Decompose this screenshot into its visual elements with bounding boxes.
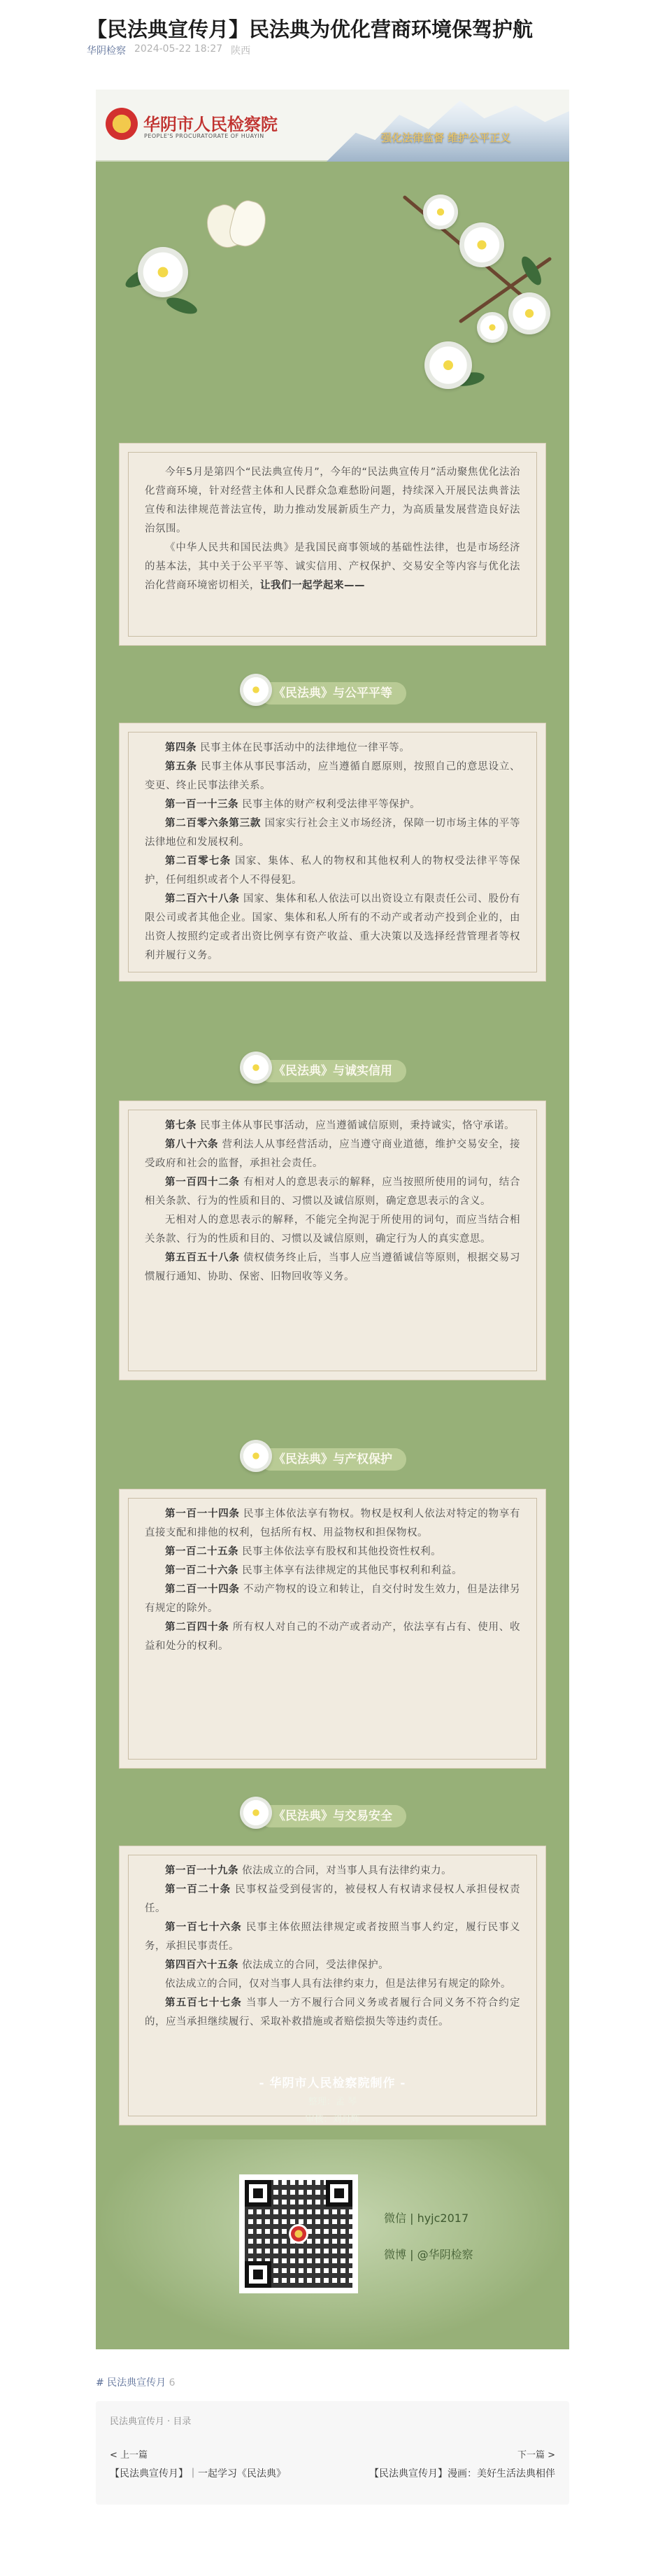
magnolia-flower-icon [477,312,508,343]
article-clause: 第二百六十八条 国家、集体和私人依法可以出资设立有限责任公司、股份有限公司或者其他企业。国家、集体和私人所有的不动产或者动产投到企业的，由出资人按照约定或者出资比例享有资产收益、重大决策以及选择经营管理者等权利并履行义务。 [145,893,521,961]
magnolia-flower-icon [240,674,272,706]
article-clause: 第一百二十六条 民事主体享有法律规定的其他民事权利和利益。 [165,1565,463,1576]
article-clause: 第五百七十七条 当事人一方不履行合同义务或者履行合同义务不符合约定的，应当承担继续履行、采取补救措施或者赔偿损失等违约责任。 [145,1997,521,2027]
article-clause: 第二百零七条 国家、集体、私人的物权和其他权利人的物权受法律平等保护，任何组织或者个人不得侵犯。 [145,856,521,886]
article-clause: 第一百二十五条 民事主体依法享有股权和其他投资性权利。 [165,1546,442,1557]
album-title[interactable]: 民法典宣传月 · 目录 [110,2416,192,2427]
magnolia-flower-icon [508,292,550,334]
section-heading-integrity [96,1052,569,1091]
publish-location: 陕西 [231,45,251,57]
article-clause: 第五条 民事主体从事民事活动，应当遵循自愿原则，按照自己的意思设立、变更、终止民事法律关系。 [145,761,520,791]
prev-title: 【民法典宣传月】｜一起学习《民法典》 [110,2468,286,2479]
leaf-icon [164,295,199,318]
weibo-contact: 微博 | @华阴检察 [384,2248,473,2261]
section-heading-transaction [96,1797,569,1836]
next-article[interactable] [369,2447,555,2480]
next-label: 下一篇 > [517,2450,555,2461]
org-name-en: PEOPLE'S PROCURATORATE OF HUAYIN [144,133,264,139]
article-title: 【民法典宣传月】民法典为优化营商环境保驾护航 [87,17,534,41]
section-heading-property [96,1440,569,1479]
section-text [145,1505,520,1656]
magnolia-flower-icon [423,194,458,229]
article-clause: 第八十六条 营利法人从事经营活动，应当遵守商业道德，维护交易安全，接受政府和社会的监督，承担社会责任。 [145,1139,521,1169]
article-clause: 第一百一十九条 依法成立的合同，对当事人具有法律约束力。 [165,1865,452,1876]
article-clause: 第四条 民事主体在民事活动中的法律地位一律平等。 [165,742,410,753]
section-text [145,1862,520,2032]
article-clause: 第一百一十四条 民事主体依法享有物权。物权是权利人依法对特定的物享有直接支配和排他的权利，包括所有权、用益物权和担保物权。 [145,1508,521,1538]
credit-reviewer: 审核：刘丹辉 [305,2114,360,2125]
article-meta [87,43,250,57]
intro-paragraph: 今年5月是第四个“民法典宣传月”，今年的“民法典宣传月”活动聚焦优化法治化营商环境，针对经营主体和人民群众急难愁盼问题，持续深入开展民法典普法宣传和法律规范普法宣传，助力推动发展新质生产力，为高质量发展营造良好法治氛围。 [145,467,520,535]
intro-box [119,443,546,646]
qr-code [239,2174,358,2293]
header-slogan: 强化法律监督 维护公平正义 [381,132,511,144]
publish-date: 2024-05-22 18:27 [134,43,223,55]
section-heading-equality [96,674,569,713]
next-title: 【民法典宣传月】漫画：美好生活法典相伴 [369,2468,555,2479]
article-clause: 第一百四十二条 有相对人的意思表示的解释，应当按照所使用的词句，结合相关条款、行为的性质和目的、习惯以及诚信原则，确定意思表示的含义。 [145,1177,521,1207]
magnolia-flower-icon [240,1440,272,1472]
magnolia-flower-icon [240,1797,272,1829]
prev-article[interactable] [110,2447,286,2480]
mountain-decoration [327,90,569,162]
article-clause: 第二百四十条 所有权人对自己的不动产或者动产，依法享有占有、使用、收益和处分的权利。 [145,1622,521,1652]
poster-header [96,90,569,162]
section-box-integrity [119,1101,546,1380]
section-box-equality [119,723,546,982]
section-heading-label: 《民法典》与产权保护 [259,1448,406,1471]
article-clause: 第五百五十八条 债权债务终止后，当事人应当遵循诚信等原则，根据交易习惯履行通知、协助、保密、旧物回收等义务。 [145,1252,521,1282]
intro-paragraph: 《中华人民共和国民法典》是我国民商事领域的基础性法律，也是市场经济的基本法，其中关于公平平等、诚实信用、产权保护、交易安全等内容与优化法治化营商环境密切相关，让我们一起学起来—— [145,542,520,591]
procuratorate-emblem-icon [106,108,138,140]
magnolia-flower-icon [459,222,504,267]
intro-text [145,463,520,595]
section-heading-label: 《民法典》与诚实信用 [259,1060,406,1082]
article-clause: 第一百二十条 民事权益受到侵害的，被侵权人有权请求侵权人承担侵权责任。 [145,1884,521,1914]
article-clause: 第二百零六条第三款 国家实行社会主义市场经济，保障一切市场主体的平等法律地位和发展权利。 [145,818,521,848]
procuratorate-emblem-icon [289,2224,308,2244]
org-name-cn: 华阴市人民检察院 [143,114,278,134]
leaf-icon [518,254,545,288]
qr-finder [245,2261,271,2288]
section-text [145,739,520,965]
butterfly-icon [208,198,271,261]
magnolia-flower-icon [138,247,188,297]
magnolia-flower-icon [240,1052,272,1084]
article-clause: 第七条 民事主体从事民事活动，应当遵循诚信原则，秉持诚实，恪守承诺。 [165,1120,515,1131]
prev-label: < 上一篇 [110,2450,148,2461]
article-clause: 无相对人的意思表示的解释，不能完全拘泥于所使用的词句，而应当结合相关条款、行为的性质和目的、习惯以及诚信原则，确定行为人的真实意思。 [145,1215,520,1245]
article-clause: 依法成立的合同，仅对当事人具有法律约束力，但是法律另有规定的除外。 [165,1979,511,1990]
magnolia-flower-icon [424,341,472,389]
album-nav [96,2401,569,2505]
article-clause: 第一百七十六条 民事主体依照法律规定或者按照当事人约定，履行民事义务，承担民事责任。 [145,1922,521,1952]
qr-finder [245,2180,271,2207]
account-link[interactable]: 华阴检察 [87,45,126,57]
section-text [145,1117,520,1287]
article-clause: 第一百一十三条 民事主体的财产权利受法律平等保护。 [165,799,421,810]
section-heading-label: 《民法典》与交易安全 [259,1805,406,1827]
article-clause: 第四百六十五条 依法成立的合同，受法律保护。 [165,1960,389,1971]
wechat-contact: 微信 | hyjc2017 [384,2211,469,2225]
qr-finder [326,2180,352,2207]
credit-editor: 整理：孟 琴 [308,2097,357,2107]
section-heading-label: 《民法典》与公平平等 [259,682,406,705]
tag-count: 6 [169,2377,176,2389]
poster-image [96,90,569,2349]
credit-maker: - 华阴市人民检察院制作 - [259,2076,406,2090]
article-clause: 第二百一十四条 不动产物权的设立和转让，自交付时发生效力，但是法律另有规定的除外。 [145,1584,521,1614]
section-box-property [119,1489,546,1769]
topic-tag[interactable]: # 民法典宣传月 6 [96,2377,176,2389]
